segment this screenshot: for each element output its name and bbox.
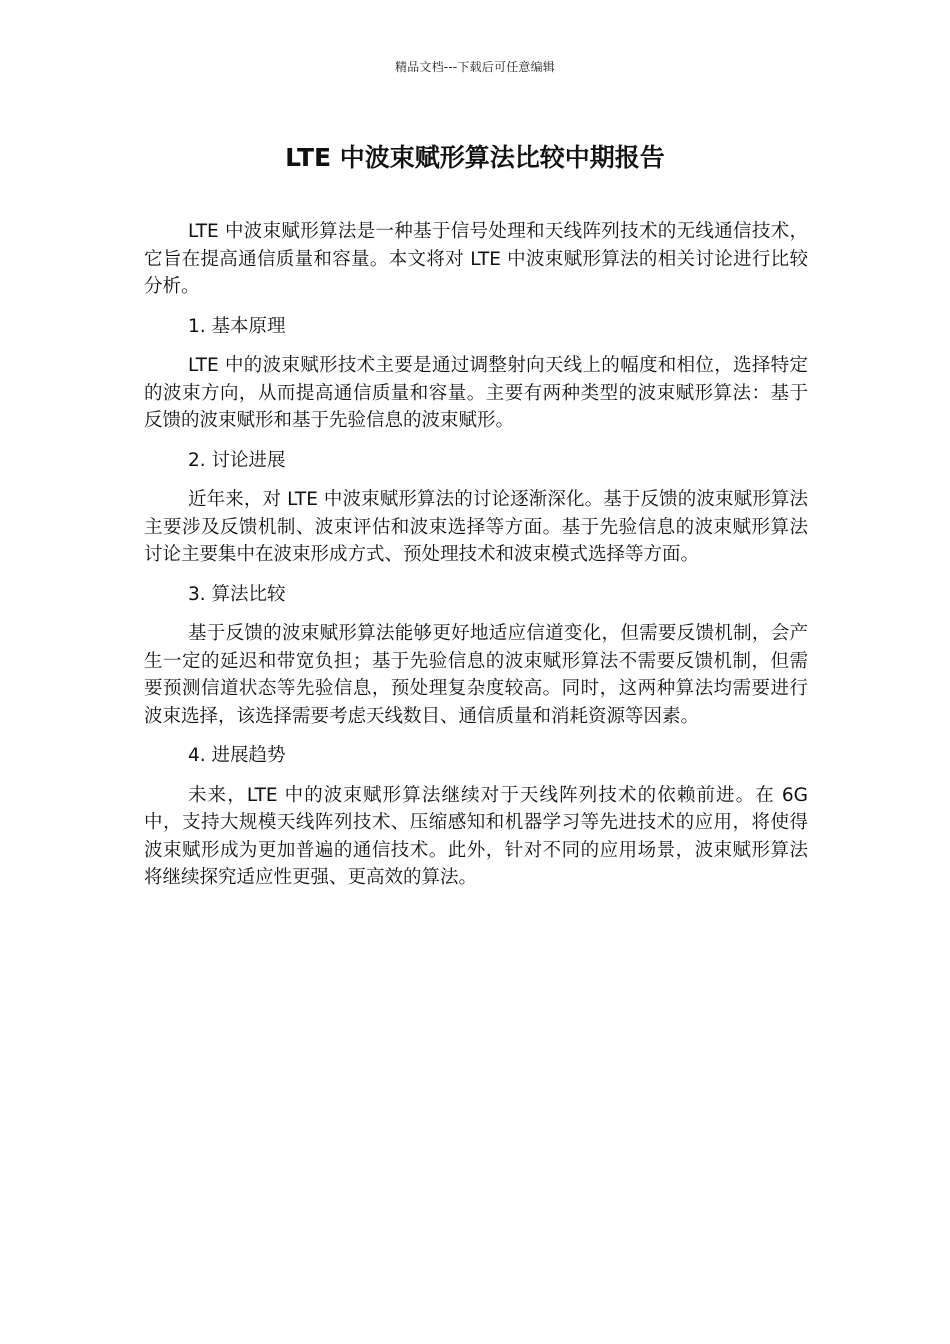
document-title: LTE 中波束赋形算法比较中期报告 (285, 143, 665, 172)
header-note: 精品文档---下载后可任意编辑 (395, 60, 555, 74)
section-heading-trends: 4. 进展趋势 (188, 745, 286, 766)
section-heading-principle: 1. 基本原理 (188, 315, 286, 337)
intro-paragraph: LTE 中波束赋形算法是一种基于信号处理和天线阵列技术的无线通信技术，它旨在提高通信质量和容量。本文将对 LTE 中波束赋形算法的相关讨论进行比较分析。 (144, 221, 808, 297)
section-paragraph-progress: 近年来，对 LTE 中波束赋形算法的讨论逐渐深化。基于反馈的波束赋形算法主要涉及反馈机制、波束评估和波束选择等方面。基于先验信息的波束赋形算法讨论主要集中在波束形成方式、预处理技术和波束模式选择等方面。 (144, 489, 808, 565)
document-body (144, 218, 808, 904)
section-paragraph-trends: 未来，LTE 中的波束赋形算法继续对于天线阵列技术的依赖前进。在 6G 中，支持大规模天线阵列技术、压缩感知和机器学习等先进技术的应用，将使得波束赋形成为更加普遍的通信技术。此外，针对不同的应用场景，波束赋形算法将继续探究适应性更强、更高效的算法。 (144, 784, 808, 888)
section-heading-comparison: 3. 算法比较 (188, 583, 286, 605)
section-paragraph-principle: LTE 中的波束赋形技术主要是通过调整射向天线上的幅度和相位，选择特定的波束方向，从而提高通信质量和容量。主要有两种类型的波束赋形算法：基于反馈的波束赋形和基于先验信息的波束赋形。 (144, 355, 808, 431)
section-heading-progress: 2. 讨论进展 (188, 449, 286, 471)
section-paragraph-comparison: 基于反馈的波束赋形算法能够更好地适应信道变化，但需要反馈机制，会产生一定的延迟和带宽负担；基于先验信息的波束赋形算法不需要反馈机制，但需要预测信道状态等先验信息，预处理复杂度较高。同时，这两种算法均需要进行波束选择，该选择需要考虑天线数目、通信质量和消耗资源等因素。 (144, 623, 808, 727)
